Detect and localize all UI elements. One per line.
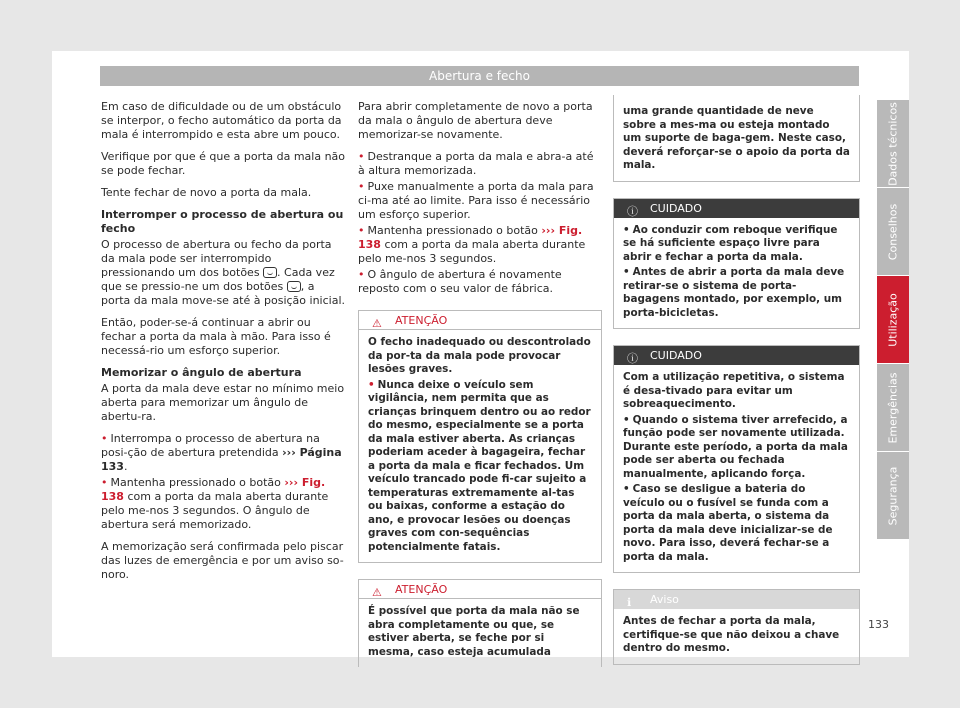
bullet-icon: •: [623, 266, 630, 278]
note-box: [613, 589, 860, 665]
paragraph: A porta da mala deve estar no mínimo meio aberta para memorizar um ângulo de abertu-ra.: [101, 382, 345, 423]
caution-body: Com a utilização repetitiva, o sistema é desa-tivado para evitar um sobreaquecimento. • Quando o sistema tiver arrefecido, a função pode ser novamente utilizada. Durante este período, a porta da mala pode ser aberta ou fechada manualmente, aplicando força. • Caso se desligue a bateria do veículo ou o fusível se funda com a porta da mala aberta, o sistema da porta da mala deve inicializar-se de novo. Para isso, deverá fechar-se a porta da mala.: [623, 371, 848, 563]
paragraph: Tente fechar de novo a porta da mala.: [101, 186, 312, 199]
caution-box: [613, 198, 860, 330]
bullet-icon: •: [623, 223, 630, 236]
warning-triangle-icon: ⚠: [372, 586, 382, 599]
paragraph: O processo de abertura ou fecho da porta da mala pode ser interrompido pressionando um dos botões . Cada vez que se pressio-ne um dos botões , a porta da mala move-se até à posição inicial.: [101, 238, 345, 307]
tab-utilizacao[interactable]: Utilização: [877, 276, 909, 363]
subheading: Interromper o processo de abertura ou fecho: [101, 208, 344, 235]
column-right: [613, 95, 860, 681]
subheading: Memorizar o ângulo de abertura: [101, 366, 302, 379]
paragraph: Para abrir completamente de novo a porta da mala o ângulo de abertura deve memorizar-se novamente.: [358, 100, 593, 141]
paragraph: Em caso de dificuldade ou de um obstáculo se interpor, o fecho automático da porta da mala é interrompido e esta abre um pouco.: [101, 100, 342, 141]
warning-box: [358, 310, 602, 563]
info-circle-icon: ⓘ: [627, 204, 638, 218]
bullet-icon: •: [101, 432, 108, 445]
paragraph: Então, poder-se-á continuar a abrir ou fechar a porta da mala à mão. Para isso é necessá-rio um esforço superior.: [101, 316, 331, 357]
page-link[interactable]: ››› Página 133: [101, 446, 342, 473]
info-circle-icon: ⓘ: [627, 352, 638, 365]
tab-seguranca[interactable]: Segurança: [877, 452, 909, 539]
paragraph: Verifique por que é que a porta da mala não se pode fechar.: [101, 150, 346, 177]
bullet-icon: •: [623, 483, 630, 495]
column-left: [101, 100, 346, 590]
bullet-icon: •: [358, 150, 365, 163]
warning-triangle-icon: ⚠: [372, 317, 382, 330]
bullet-item: • O ângulo de abertura é novamente reposto com o seu valor de fábrica.: [358, 268, 562, 295]
bullet-icon: •: [101, 476, 108, 489]
page-number: 133: [868, 618, 889, 631]
warning-header: ⚠ ATENÇÃO: [359, 311, 601, 330]
warning-body: O fecho inadequado ou descontrolado da por-ta da mala pode provocar lesões graves. • Nunca deixe o veículo sem vigilância, nem permita que as crianças brinquem dentro ou ao redor do mesmo, especialmente se a porta da mala estiver aberta. As crianças poderiam aceder à bagageira, fechar a porta da mala e ficar fechados. Um veículo trancado pode fi-car sujeito a temperaturas extremamente al-tas ou baixas, conforme a estação do ano, e provocar lesões ou doenças graves com con-sequências potencialmente fatais.: [368, 336, 591, 553]
tailgate-button-icon: [287, 281, 301, 292]
tailgate-button-icon: [263, 267, 277, 278]
bullet-item: • Puxe manualmente a porta da mala para ci-ma até ao limite. Para isso é necessário um esforço superior.: [358, 180, 594, 221]
tab-conselhos[interactable]: Conselhos: [877, 188, 909, 275]
warning-body: É possível que porta da mala não se abra completamente ou que, se estiver aberta, se feche por si mesma, caso esteja acumulada: [368, 605, 580, 658]
bullet-item: • Mantenha pressionado o botão ››› Fig. 138 com a porta da mala aberta durante pelo me-nos 3 segundos.: [358, 224, 586, 265]
warning-box-continued: [613, 95, 860, 182]
figure-link[interactable]: ››› Fig. 138: [358, 224, 583, 251]
section-tabs: [877, 100, 909, 540]
section-header: Abertura e fecho: [100, 66, 859, 86]
warning-box: [358, 579, 602, 667]
figure-link[interactable]: ››› Fig. 138: [101, 476, 326, 503]
tab-emergencias[interactable]: Emergências: [877, 364, 909, 451]
warning-body: uma grande quantidade de neve sobre a mes-ma ou esteja montado um suporte de baga-gem. Neste caso, deverá reforçar-se o apoio da porta da mala.: [623, 105, 850, 171]
warning-header: ⚠ ATENÇÃO: [359, 580, 601, 599]
bullet-icon: •: [358, 224, 365, 237]
bullet-icon: •: [358, 180, 365, 193]
caution-header: ⓘ CUIDADO: [614, 346, 859, 365]
tab-dados-tecnicos[interactable]: Dados técnicos: [877, 100, 909, 187]
caution-header: ⓘ CUIDADO: [614, 199, 859, 218]
bullet-item: • Interrompa o processo de abertura na posi-ção de abertura pretendida ››› Página 133.: [101, 432, 342, 473]
caution-box: [613, 345, 860, 573]
bullet-icon: •: [368, 378, 375, 391]
bullet-icon: •: [358, 268, 365, 281]
column-middle: [358, 100, 602, 683]
caution-body: • Ao conduzir com reboque verifique se há suficiente espaço livre para abrir e fechar a porta da mala. • Antes de abrir a porta da mala deve retirar-se o sistema de porta-bagagens montado, por exemplo, um porta-bicicletas.: [623, 223, 845, 319]
note-icon: ℹ: [627, 596, 632, 609]
bullet-item: • Destranque a porta da mala e abra-a até à altura memorizada.: [358, 150, 594, 177]
note-header: ℹ Aviso: [614, 590, 859, 609]
paragraph: A memorização será confirmada pelo piscar das luzes de emergência e por um aviso so-noro.: [101, 540, 344, 581]
bullet-icon: •: [623, 413, 630, 426]
note-body: Antes de fechar a porta da mala, certifique-se que não deixou a chave dentro do mesmo.: [623, 615, 840, 654]
bullet-item: • Mantenha pressionado o botão ››› Fig. 138 com a porta da mala aberta durante pelo me-nos 3 segundos. O ângulo de abertura será memorizado.: [101, 476, 329, 531]
